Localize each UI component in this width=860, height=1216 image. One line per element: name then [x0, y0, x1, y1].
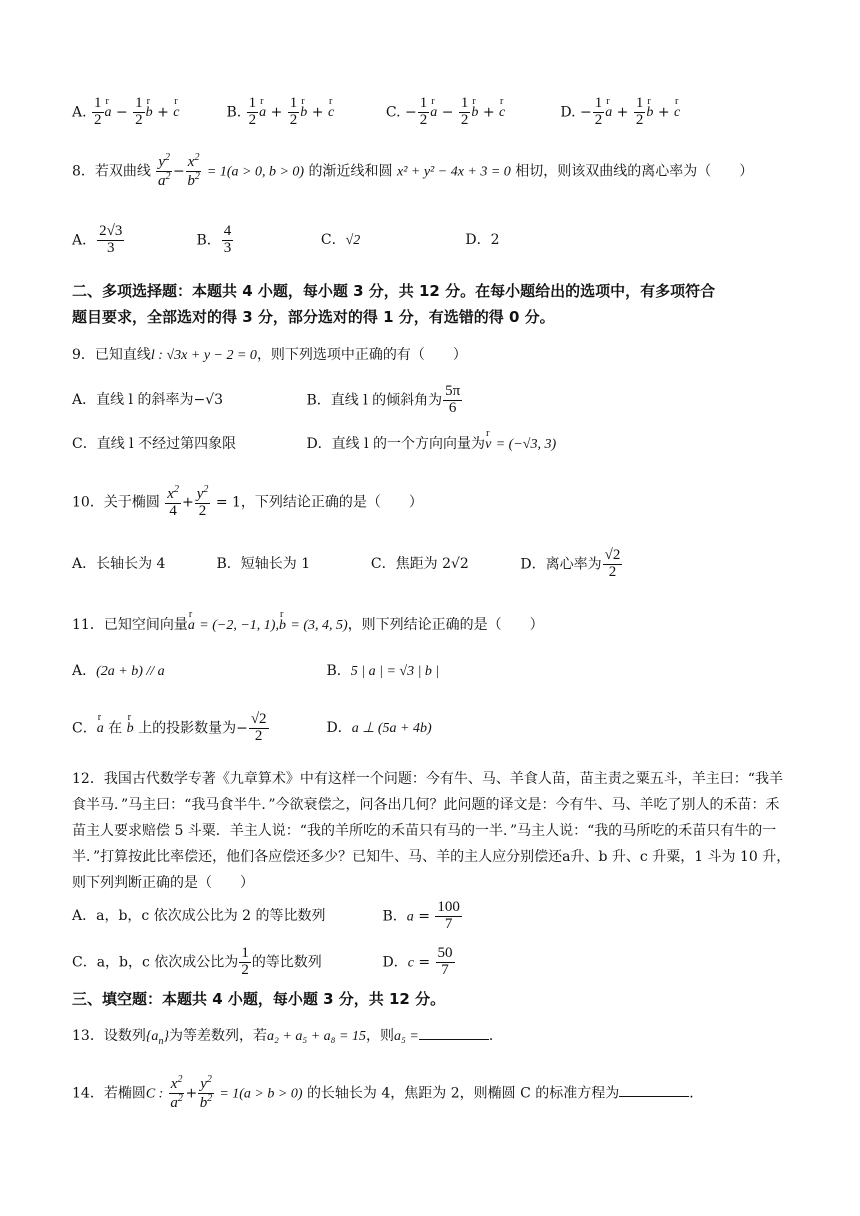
- q11-option-b: B．5 | a | = √3 | b |: [326, 663, 440, 679]
- q8-stem: 8．若双曲线 $\frac{y^2}{a^2}$ − $\frac{x^2}{b^2}$ = 1(a > 0, b > 0) 的渐近线和圆 x² + y² − 4x + 3 = 0 相切，则该双曲线的离心率为（ ）: [72, 152, 754, 189]
- q7-option-a: A. $\frac{1}{2}$ r a − $\frac{1}{2}$ r b + r c: [72, 96, 222, 129]
- q12-option-c: C．a，b，c 依次成公比为 $\frac{1}{2}$ 的等比数列: [72, 945, 322, 978]
- q11-stem: 11．已知空间向量r a = (−2, −1, 1),r b = (3, 4, 5)，则下列结论正确的是（ ）: [72, 614, 544, 634]
- q12-option-b: B．a = $\frac{100}{7}$: [382, 899, 460, 932]
- q13-answer-blank[interactable]: [419, 1039, 489, 1040]
- q12-stem: 12．我国古代数学专著《九章算术》中有这样一个问题：今有牛、马、羊食人苗，苗主责之粟五斗，羊主曰：“我羊食半马．”马主曰：“我马食半牛．”今欲衰偿之，问各出几何？此问题的译文是：今有牛、马、羊吃了别人的禾苗：禾苗主人要求赔偿 5 斗粟．羊主人说：“我的羊所吃的禾苗只有马的一半．”马主人说：“我的马所吃的禾苗只有牛的一半．”打算按此比率偿还，他们各应偿还多少？已知牛、马、羊的主人应分别偿还a升、b 升、c 升粟，1 斗为 10 升，则下列判断正确的是（ ）: [72, 771, 791, 891]
- q12-options-ab: [72, 900, 463, 933]
- q9-options-ab: [72, 384, 463, 417]
- q10-option-a: A．长轴长为 4: [72, 556, 166, 573]
- q10-option-c: C．焦距为 2√2: [370, 556, 469, 573]
- q11-option-c: C．r a 在 r b 上的投影数量为− $\frac{√2}{2}$: [72, 712, 322, 745]
- q8-option-d: D．2: [465, 232, 500, 249]
- section-3-heading: 三、填空题：本题共 4 小题，每小题 3 分，共 12 分。: [72, 990, 446, 1008]
- q9-option-a: A．直线 l 的斜率为−√3: [72, 392, 224, 409]
- q14-answer-blank[interactable]: [619, 1096, 689, 1097]
- q10-option-d: D．离心率为 $\frac{√2}{2}$: [520, 547, 621, 580]
- q8-option-b: B． $\frac{4}{3}$: [196, 223, 232, 256]
- q11-option-d: D．a ⊥ (5a + 4b): [326, 720, 432, 737]
- q7-option-c: C. − $\frac{1}{2}$ r a − $\frac{1}{2}$ r b + r c: [386, 96, 556, 129]
- q11-option-a: A．(2a + b) // a: [72, 663, 165, 679]
- q8-option-c: C．√2: [320, 232, 361, 249]
- q7-options: [72, 96, 680, 129]
- q10-option-b: B．短轴长为 1: [216, 556, 311, 573]
- q9-options-cd: [72, 433, 556, 453]
- section-2-heading-cont: 题目要求，全部选对的得 3 分，部分选对的得 1 分，有选错的得 0 分。: [72, 308, 555, 326]
- q10-stem: 10．关于椭圆 $\frac{x^2}{4}$ + $\frac{y^2}{2}$ = 1，下列结论正确的是（ ）: [72, 484, 423, 519]
- q9-option-c: C．直线 l 不经过第四象限: [72, 436, 237, 452]
- q14-stem: 14．若椭圆C : $\frac{x^2}{a^2}$ + $\frac{y^2}{b^2}$ = 1(a > b > 0) 的长轴长为 4，焦距为 2，则椭圆 C 的标准方程为 ．: [72, 1074, 704, 1111]
- q12-option-d: D．c = $\frac{50}{7}$: [382, 945, 453, 978]
- q9-stem: 9．已知直线l : √3x + y − 2 = 0，则下列选项中正确的有（ ）: [72, 347, 467, 363]
- q10-options: [72, 548, 623, 581]
- q11-options-cd: [72, 712, 432, 745]
- q7-option-b: B. $\frac{1}{2}$ r a + $\frac{1}{2}$ r b + r c: [226, 96, 381, 129]
- q7-option-d: D. − $\frac{1}{2}$ r a + $\frac{1}{2}$ r b + r c: [560, 96, 680, 129]
- q9-option-b: B．直线 l 的倾斜角为 $\frac{5\pi}{6}$: [306, 383, 461, 416]
- q8-option-a: A． $\frac{2√3}{3}$: [72, 223, 123, 256]
- q8-options: [72, 224, 500, 257]
- section-2-heading: 二、多项选择题：本题共 4 小题，每小题 3 分，共 12 分。在每小题给出的选项中，有多项符合: [72, 282, 716, 300]
- q11-options-ab: [72, 660, 439, 680]
- q13-stem: 13．设数列$\{a_n\}$为等差数列，若a₂ + a₅ + a₈ = 15，则a₅ = ．: [72, 1028, 503, 1047]
- q9-option-d: D．直线 l 的一个方向向量为r v = (−√3, 3): [306, 433, 556, 453]
- q12-options-cd: [72, 946, 456, 979]
- q12-option-a: A．a，b，c 依次成公比为 2 的等比数列: [72, 908, 326, 925]
